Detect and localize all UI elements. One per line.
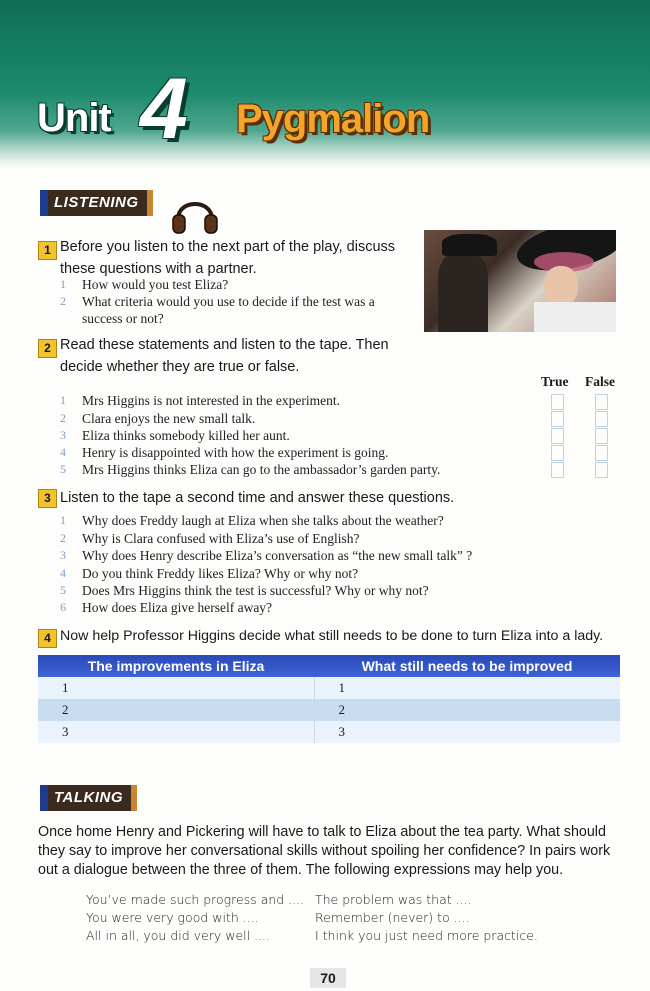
question-1-text: Before you listen to the next part of the play, discuss these questions with a partner. [60,239,396,277]
true-checkbox-2[interactable] [551,411,564,427]
expression-item: You were very good with .... [86,910,259,925]
table-cell[interactable]: 1 [38,677,314,699]
question-2-text: Read these statements and listen to the tape. Then decide whether they are true or false. [60,337,389,375]
question-4-text: Now help Professor Higgins decide what still needs to be done to turn Eliza into a lady. [60,628,604,644]
statement-item: 2 Clara enjoys the new small talk. [60,411,256,426]
talking-label: TALKING [40,785,131,811]
true-column-header: True [541,374,569,389]
table-cell[interactable]: 3 [314,721,620,743]
false-column-header: False [585,374,615,389]
table-cell[interactable]: 2 [38,699,314,721]
table-header-to-improve: What still needs to be improved [314,655,620,677]
expression-item: All in all, you did very well .... [86,928,270,943]
false-checkbox-5[interactable] [595,462,608,478]
false-checkbox-1[interactable] [595,394,608,410]
unit-number: 4 [140,61,188,157]
listening-label: LISTENING [40,190,147,216]
unit-title: Pygmalion [236,97,430,141]
expression-item: You’ve made such progress and .... [86,892,305,907]
improvements-table [38,655,620,743]
headphones-icon [170,193,220,235]
false-checkbox-2[interactable] [595,411,608,427]
talking-instructions: Once home Henry and Pickering will have to talk to Eliza about the tea party. What should they say to improve her conversational skills without spoiling her confidence? In pairs work out a dialogue between the three of them. The following expressions may help you. [38,824,611,878]
question-item: 6 How does Eliza give herself away? [60,600,273,615]
question-item: 5 Does Mrs Higgins think the test is successful? Why or why not? [60,583,429,598]
table-row [38,699,620,721]
question-item: 2 Why is Clara confused with Eliza’s use of English? [60,531,360,546]
question-item: 1 Why does Freddy laugh at Eliza when she talks about the weather? [60,513,444,528]
table-cell[interactable]: 1 [314,677,620,699]
false-checkbox-4[interactable] [595,445,608,461]
true-checkbox-3[interactable] [551,428,564,444]
table-cell[interactable]: 2 [314,699,620,721]
list-item: 2 What criteria would you use to decide if the test was a [60,294,375,309]
true-checkbox-1[interactable] [551,394,564,410]
statement-item: 1 Mrs Higgins is not interested in the experiment. [60,393,340,408]
true-checkbox-4[interactable] [551,445,564,461]
play-scene-photo [424,230,616,332]
expression-item: Remember (never) to .... [315,910,470,925]
list-item: success or not? [82,311,164,326]
true-checkbox-5[interactable] [551,462,564,478]
false-checkbox-3[interactable] [595,428,608,444]
table-header-improvements: The improvements in Eliza [38,655,314,677]
unit-banner [0,0,650,168]
statement-item: 3 Eliza thinks somebody killed her aunt. [60,428,290,443]
question-number-3: 3 [38,489,57,508]
page-number: 70 [310,968,346,988]
question-number-4: 4 [38,629,57,648]
expression-item: I think you just need more practice. [315,928,538,943]
unit-word: Unit [37,96,111,140]
statement-item: 5 Mrs Higgins thinks Eliza can go to the ambassador’s garden party. [60,462,441,477]
question-item: 3 Why does Henry describe Eliza’s conversation as “the new small talk” ? [60,548,473,563]
table-row [38,721,620,743]
table-row [38,677,620,699]
table-cell[interactable]: 3 [38,721,314,743]
question-item: 4 Do you think Freddy likes Eliza? Why or why not? [60,566,359,581]
expression-item: The problem was that .... [315,892,472,907]
statement-item: 4 Henry is disappointed with how the experiment is going. [60,445,389,460]
question-3-text: Listen to the tape a second time and answer these questions. [60,490,455,506]
list-item: 1 How would you test Eliza? [60,277,229,292]
question-number-2: 2 [38,339,57,358]
question-number-1: 1 [38,241,57,260]
